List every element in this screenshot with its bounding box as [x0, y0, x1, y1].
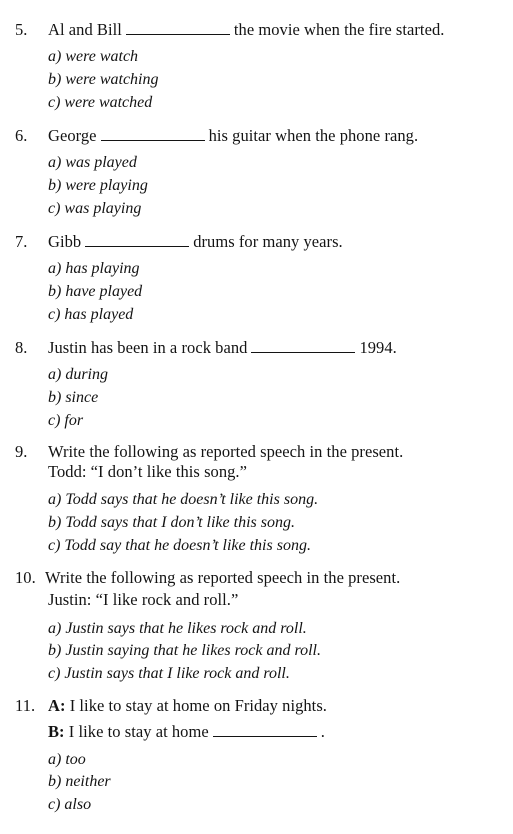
option-b[interactable]: b) since: [48, 389, 99, 406]
question-instruction: Write the following as reported speech in the present.: [45, 568, 401, 587]
option-c[interactable]: c) also: [48, 796, 92, 813]
question-stem: [48, 232, 343, 252]
answer-blank[interactable]: [251, 338, 355, 353]
option-a[interactable]: a) too: [48, 751, 86, 768]
stem-text-after: the movie when the fire started.: [233, 20, 445, 39]
stem-text-before: Justin has been in a rock band: [48, 338, 248, 357]
question-stem: [48, 338, 397, 358]
option-b[interactable]: b) were watching: [48, 71, 159, 88]
dialogue-line-a: [48, 696, 327, 716]
option-a[interactable]: a) Todd says that he doesn’t like this song.: [48, 491, 319, 508]
answer-blank[interactable]: [126, 20, 230, 35]
option-c[interactable]: c) were watched: [48, 94, 153, 111]
answer-blank[interactable]: [101, 126, 205, 141]
question-number: 11.: [15, 696, 36, 715]
question-number: 10.: [15, 568, 36, 587]
speaker-b-label: B:: [48, 722, 65, 741]
option-a[interactable]: a) has playing: [48, 260, 140, 277]
stem-text-after: drums for many years.: [193, 232, 343, 251]
option-c[interactable]: c) has played: [48, 306, 134, 323]
option-a[interactable]: a) during: [48, 366, 108, 383]
question-number: 9.: [15, 442, 28, 461]
option-b[interactable]: b) were playing: [48, 177, 148, 194]
speaker-b-end: .: [320, 722, 325, 741]
option-c[interactable]: c) for: [48, 412, 84, 429]
question-quote: Todd: “I don’t like this song.”: [48, 462, 247, 481]
stem-text-after: 1994.: [359, 338, 397, 357]
question-instruction: Write the following as reported speech in the present.: [48, 442, 404, 461]
stem-text-before: Al and Bill: [48, 20, 122, 39]
option-c[interactable]: c) Todd say that he doesn’t like this song.: [48, 537, 311, 554]
answer-blank[interactable]: [213, 722, 317, 737]
question-quote: Justin: “I like rock and roll.”: [48, 590, 239, 609]
question-stem: [48, 126, 418, 146]
option-c[interactable]: c) Justin says that I like rock and roll.: [48, 665, 290, 682]
stem-text-before: Gibb: [48, 232, 82, 251]
speaker-b-text: I like to stay at home: [68, 722, 209, 741]
option-c[interactable]: c) was playing: [48, 200, 142, 217]
question-number: 7.: [15, 232, 28, 251]
option-a[interactable]: a) were watch: [48, 48, 139, 65]
option-a[interactable]: a) Justin says that he likes rock and roll.: [48, 620, 307, 637]
stem-text-after: his guitar when the phone rang.: [208, 126, 419, 145]
speaker-a-text: I like to stay at home on Friday nights.: [69, 696, 327, 715]
question-number: 6.: [15, 126, 28, 145]
answer-blank[interactable]: [85, 232, 189, 247]
option-b[interactable]: b) Justin saying that he likes rock and roll.: [48, 642, 321, 659]
question-number: 8.: [15, 338, 28, 357]
question-stem: [48, 20, 444, 40]
stem-text-before: George: [48, 126, 97, 145]
option-a[interactable]: a) was played: [48, 154, 137, 171]
question-number: 5.: [15, 20, 28, 39]
speaker-a-label: A:: [48, 696, 66, 715]
dialogue-line-b: [48, 722, 325, 742]
option-b[interactable]: b) Todd says that I don’t like this song.: [48, 514, 295, 531]
option-b[interactable]: b) have played: [48, 283, 143, 300]
option-b[interactable]: b) neither: [48, 773, 111, 790]
